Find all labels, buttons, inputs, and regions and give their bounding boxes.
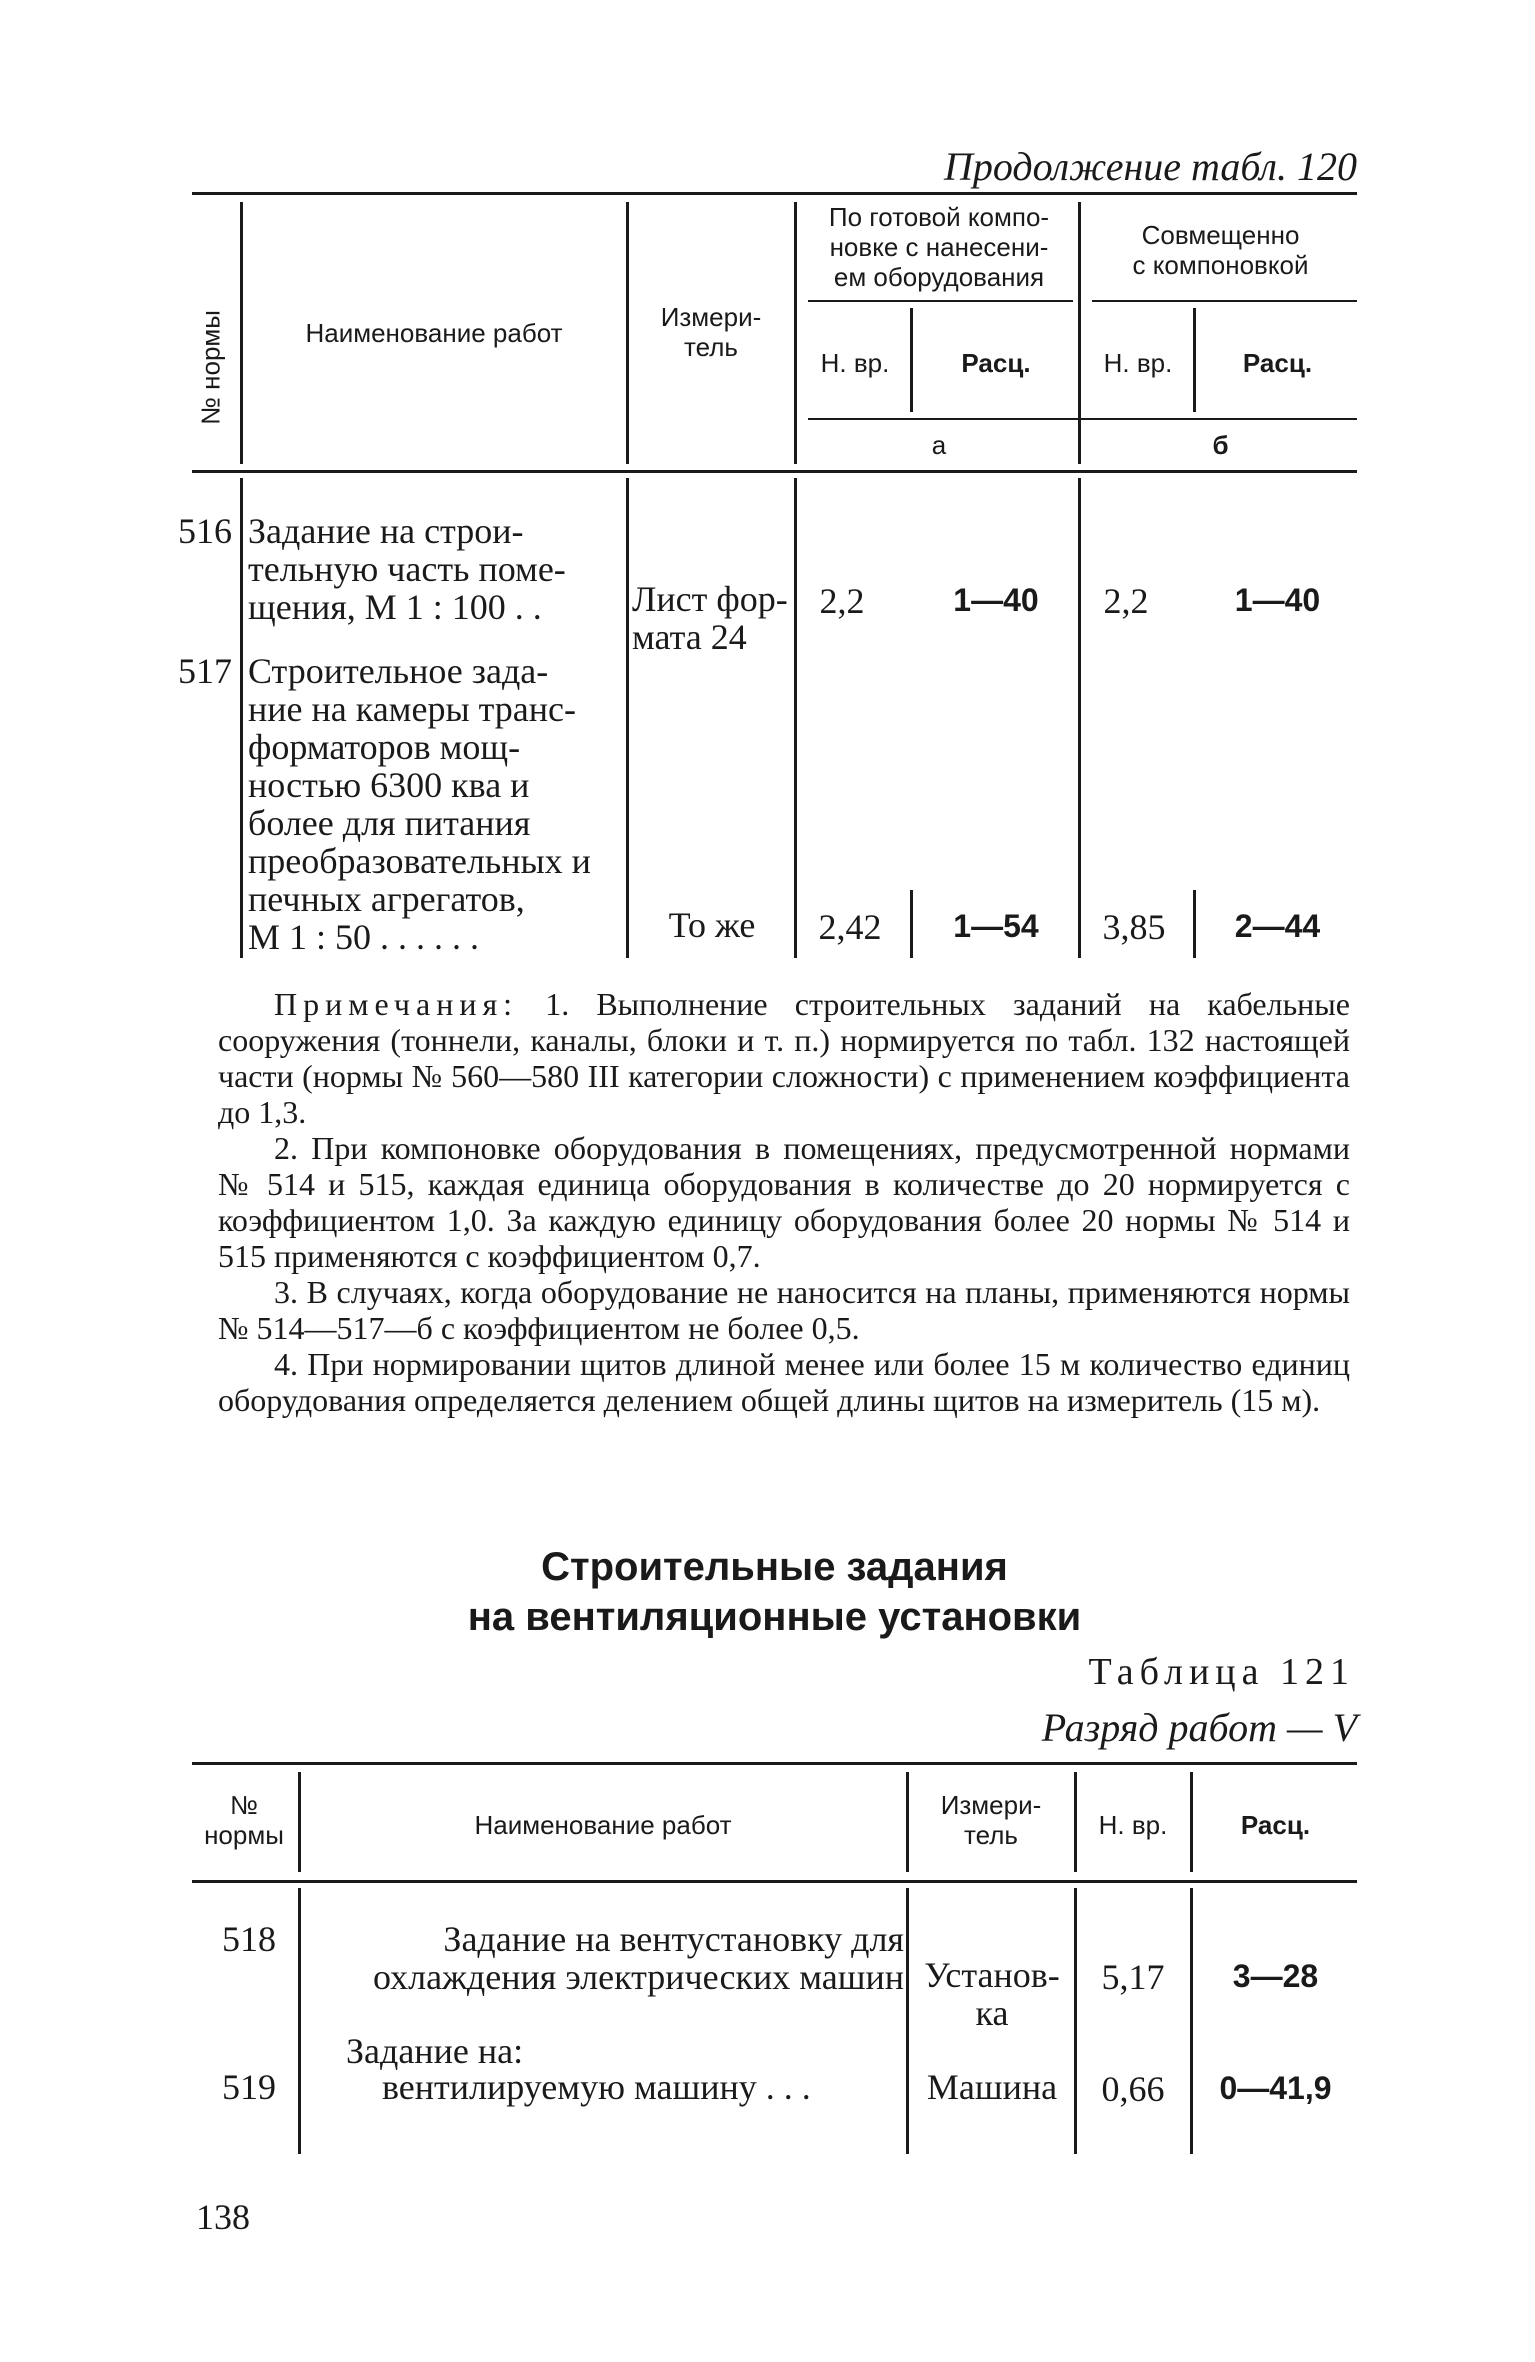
rule (240, 202, 243, 464)
rule (240, 478, 243, 958)
header-nvr: Н. вр. (1098, 1810, 1168, 1840)
note-1: Примечания: 1. Выполнение строительных заданий на кабельные сооружения (тоннели, каналы, блоки и т. п.) нормируется по табл. 132 настоящей части (нормы № 560—580 III категории сложности) с применением коэффициента до 1,3. (218, 986, 1351, 1130)
rule (1193, 308, 1196, 412)
row-rasc: 0—41,9 (1219, 2070, 1332, 2106)
row-nvr: 5,17 (1101, 1957, 1165, 1997)
row-name-intro: Задание на: (346, 2031, 524, 2071)
row-a-rasc: 1—54 (953, 908, 1039, 944)
note-4: 4. При нормировании щитов длиной менее или более 15 м количество единиц оборудования определяется делением общей длины щитов на измеритель (15 м). (218, 1346, 1350, 1418)
header-name: Наименование работ (474, 1810, 732, 1840)
rule (298, 1772, 301, 1872)
row-nvr: 0,66 (1101, 2069, 1165, 2109)
rule (192, 470, 1357, 473)
row-name: вентилируемую машину . . . (382, 2067, 811, 2107)
rule (808, 300, 1073, 302)
row-unit: То же (668, 905, 756, 945)
header-name: Наименование работ (305, 318, 563, 348)
rule (910, 890, 913, 958)
table-label: Таблица 121 (1088, 1651, 1355, 1693)
row-rasc: 3—28 (1232, 1958, 1319, 1994)
row-b-nvr: 2,2 (1103, 581, 1149, 621)
header-label-a: а (931, 430, 947, 460)
rule (910, 308, 913, 412)
row-a-nvr: 2,42 (818, 907, 882, 947)
row-a-nvr: 2,2 (819, 581, 865, 621)
header-norm-no: № нормы (204, 1790, 284, 1850)
rule (906, 1888, 909, 2154)
row-b-nvr: 3,85 (1102, 907, 1166, 947)
rule (1092, 300, 1357, 302)
rule (1078, 478, 1081, 958)
table-caption: Продолжение табл. 120 (943, 144, 1357, 189)
row-name: Задание на вентустановку для охлаждения электрических машин (373, 1919, 904, 1997)
row-a-rasc: 1—40 (953, 582, 1039, 618)
work-category: Разряд работ — V (1041, 1705, 1357, 1750)
row-no: 516 (178, 511, 232, 551)
row-unit: Установ- ка (924, 1955, 1060, 2033)
header-nvr-a: Н. вр. (820, 348, 890, 378)
row-name: Строительное зада- ние на камеры транс- форматоров мощ- ностью 6300 ква и более для питания преобразовательных и печных агрегатов, М 1 : 50 . . . . . . (248, 651, 591, 957)
header-rasc: Расц. (1240, 1810, 1311, 1840)
header-norm-no: № нормы (195, 310, 226, 425)
row-b-rasc: 1—40 (1234, 582, 1321, 618)
rule (298, 1888, 301, 2154)
section-title: Строительные задания на вентиляционные установки (467, 1545, 1082, 1639)
rule (626, 478, 629, 958)
header-label-b: б (1212, 430, 1229, 460)
row-b-rasc: 2—44 (1234, 908, 1321, 944)
row-no: 518 (222, 1919, 276, 1959)
rule (192, 1880, 1357, 1883)
rule (626, 202, 629, 464)
rule (1190, 1772, 1193, 1872)
header-group-b: Совмещенно с компоновкой (1132, 220, 1309, 280)
row-unit: Машина (926, 2067, 1058, 2107)
row-name: Задание на строи- тельную часть поме- щения, М 1 : 100 . . (248, 511, 566, 627)
header-unit: Измери- тель (940, 1790, 1042, 1850)
header-unit: Измери- тель (660, 302, 762, 362)
row-unit: Лист фор- мата 24 (632, 579, 788, 657)
rule (906, 1772, 909, 1872)
rule (794, 478, 797, 958)
note-3: 3. В случаях, когда оборудование не наносится на планы, применяются нормы № 514—517—б с коэффициентом не более 0,5. (218, 1274, 1350, 1346)
header-rasc-b: Расц. (1242, 348, 1313, 378)
rule (1190, 1888, 1193, 2154)
rule (808, 418, 1357, 420)
rule (1074, 1772, 1077, 1872)
rule (192, 192, 1357, 195)
note-2: 2. При компоновке оборудования в помещениях, предусмотренной нормами № 514 и 515, каждая единица оборудования в количестве до 20 нормируется с коэффициентом 1,0. За каждую единицу оборудования более 20 нормы № 514 и 515 применяются с коэффициентом 0,7. (218, 1130, 1350, 1274)
header-rasc-a: Расц. (961, 348, 1031, 378)
row-no: 519 (222, 2067, 276, 2107)
row-no: 517 (178, 651, 232, 691)
rule (1078, 202, 1081, 464)
header-nvr-b: Н. вр. (1103, 348, 1173, 378)
notes (218, 986, 1350, 1418)
notes-title: Примечания: (274, 986, 519, 1022)
rule (794, 202, 797, 464)
rule (1193, 890, 1196, 958)
rule (1074, 1888, 1077, 2154)
page-number: 138 (196, 2197, 250, 2237)
rule (192, 1762, 1357, 1765)
header-group-a: По готовой компо- новке с нанесени- ем оборудования (828, 202, 1050, 292)
